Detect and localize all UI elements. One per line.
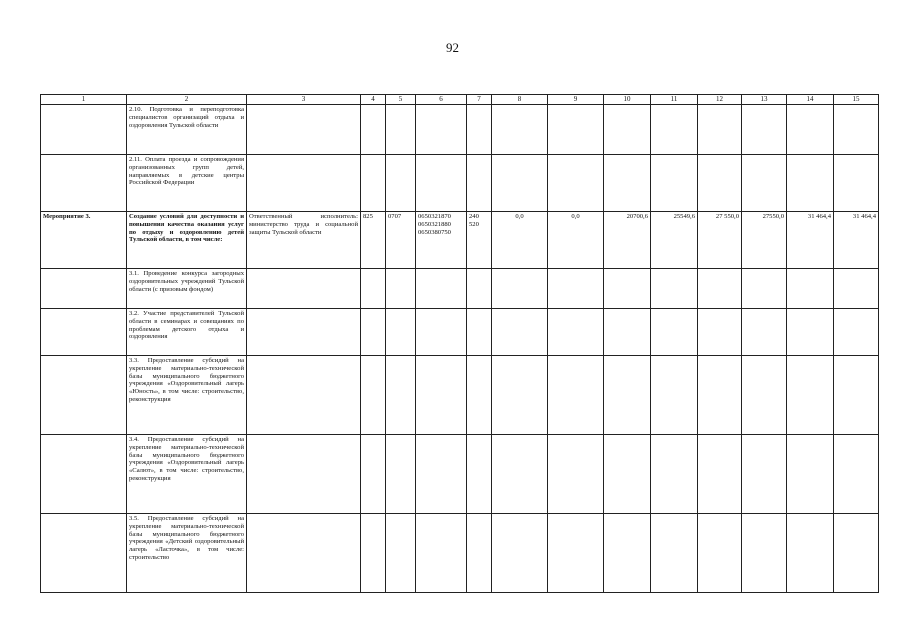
code-c7: 240 520	[467, 212, 492, 269]
col-header: 3	[247, 95, 361, 105]
value-c12: 27 550,0	[698, 212, 742, 269]
col-header: 9	[548, 95, 604, 105]
code-c6: 0650321870 0650321880 0650380750	[416, 212, 467, 269]
col-header: 14	[787, 95, 834, 105]
activity-name: Создание условий для доступности и повышения качества оказания услуг по отдыху и оздоровлению детей Тульской области, в том числе:	[127, 212, 247, 269]
value-c10: 20700,6	[604, 212, 651, 269]
program-table	[40, 94, 879, 593]
col-header: 7	[467, 95, 492, 105]
table-row	[41, 435, 879, 514]
activity-name: 3.1. Проведение конкурса загородных оздоровительных учреждений Тульской области (с призовым фондом)	[127, 269, 247, 309]
col-header: 2	[127, 95, 247, 105]
value-c14: 31 464,4	[787, 212, 834, 269]
table-row	[41, 356, 879, 435]
table-row	[41, 309, 879, 356]
col-header: 5	[386, 95, 416, 105]
table-row	[41, 269, 879, 309]
value-c13: 27550,0	[742, 212, 787, 269]
activity-name: 3.2. Участие представителей Тульской области в семинарах и совещаниях по проблемам детского отдыха и оздоровления	[127, 309, 247, 356]
code-c4: 825	[361, 212, 386, 269]
table-row	[41, 514, 879, 593]
col-header: 15	[834, 95, 879, 105]
col-header: 4	[361, 95, 386, 105]
col-header: 8	[492, 95, 548, 105]
table-row	[41, 155, 879, 212]
col-header: 13	[742, 95, 787, 105]
executor: Ответственный исполнитель: министерство труда и социальной защиты Тульской области	[247, 212, 361, 269]
code-c5: 0707	[386, 212, 416, 269]
activity-name: 3.4. Предоставление субсидий на укрепление материально-технической базы муниципального бюджетного учреждения «Оздоровительный лагерь «Салют», в том числе: строительство, реконструкция	[127, 435, 247, 514]
col-header: 12	[698, 95, 742, 105]
activity-name: 2.10. Подготовка и переподготовка специалистов организаций отдыха и оздоровления Тульской области	[127, 105, 247, 155]
col-header: 1	[41, 95, 127, 105]
page-number: 92	[446, 40, 459, 55]
col-header: 6	[416, 95, 467, 105]
column-number-row	[41, 95, 879, 105]
activity-name: 2.11. Оплата проезда и сопровождения организованных групп детей, направляемых в детские центры Российской Федерации	[127, 155, 247, 212]
value-c9: 0,0	[548, 212, 604, 269]
measure-label: Мероприятие 3.	[41, 212, 127, 269]
value-c15: 31 464,4	[834, 212, 879, 269]
activity-name: 3.3. Предоставление субсидий на укрепление материально-технической базы муниципального бюджетного учреждения «Оздоровительный лагерь «Юность», в том числе: строительство, реконструкция	[127, 356, 247, 435]
value-c8: 0,0	[492, 212, 548, 269]
activity-name: 3.5. Предоставление субсидий на укрепление материально-технической базы муниципального бюджетного учреждения «Детский оздоровительный лагерь «Ласточка», в том числе: строительство	[127, 514, 247, 593]
value-c11: 25549,6	[651, 212, 698, 269]
col-header: 10	[604, 95, 651, 105]
table-row-measure-3	[41, 212, 879, 269]
col-header: 11	[651, 95, 698, 105]
table-row	[41, 105, 879, 155]
